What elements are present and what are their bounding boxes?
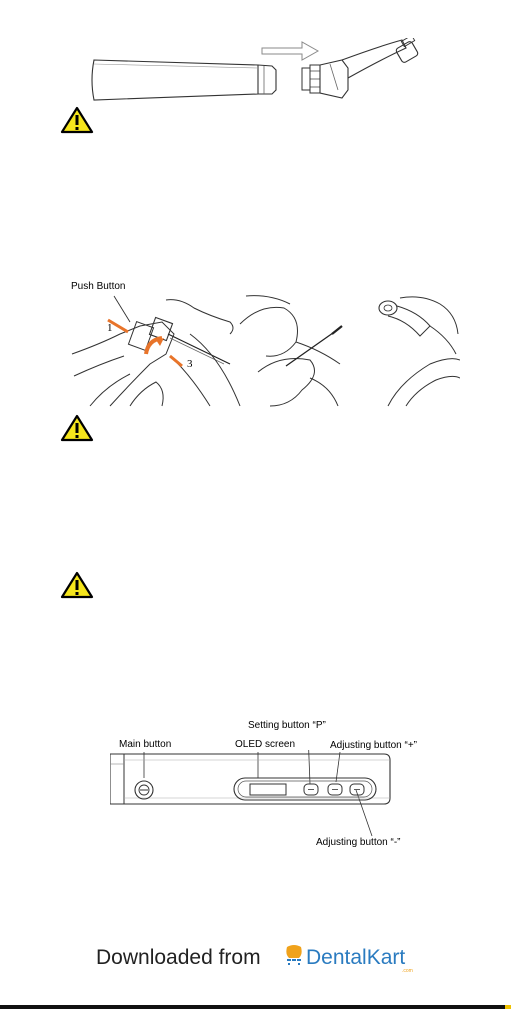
bottom-border — [0, 1005, 511, 1009]
footer-banner — [96, 944, 426, 976]
push-button-label: Push Button — [71, 281, 126, 292]
downloaded-from-text: Downloaded from — [96, 946, 261, 969]
handpiece-assembly-figure — [80, 38, 440, 106]
oled-screen-label: OLED screen — [235, 739, 296, 750]
setting-button-label: Setting button “P” — [248, 720, 326, 731]
warning-triangle-icon — [60, 106, 94, 134]
adjust-minus-label: Adjusting button “-” — [316, 837, 401, 848]
main-button-label: Main button — [119, 739, 172, 750]
warning-triangle-icon — [60, 414, 94, 442]
step-3-label: 3 — [187, 358, 193, 370]
bottom-accent — [505, 1005, 511, 1009]
tooth-logo-icon — [284, 944, 304, 968]
warning-triangle-icon — [60, 571, 94, 599]
bur-insertion-figure — [70, 294, 460, 408]
step-1-label: 1 — [107, 322, 113, 334]
device-diagram — [110, 750, 410, 840]
dentalkart-brand: DentalKart — [306, 946, 406, 969]
adjust-plus-label: Adjusting button “+” — [330, 740, 417, 751]
dentalkart-domain: .com — [402, 968, 413, 974]
